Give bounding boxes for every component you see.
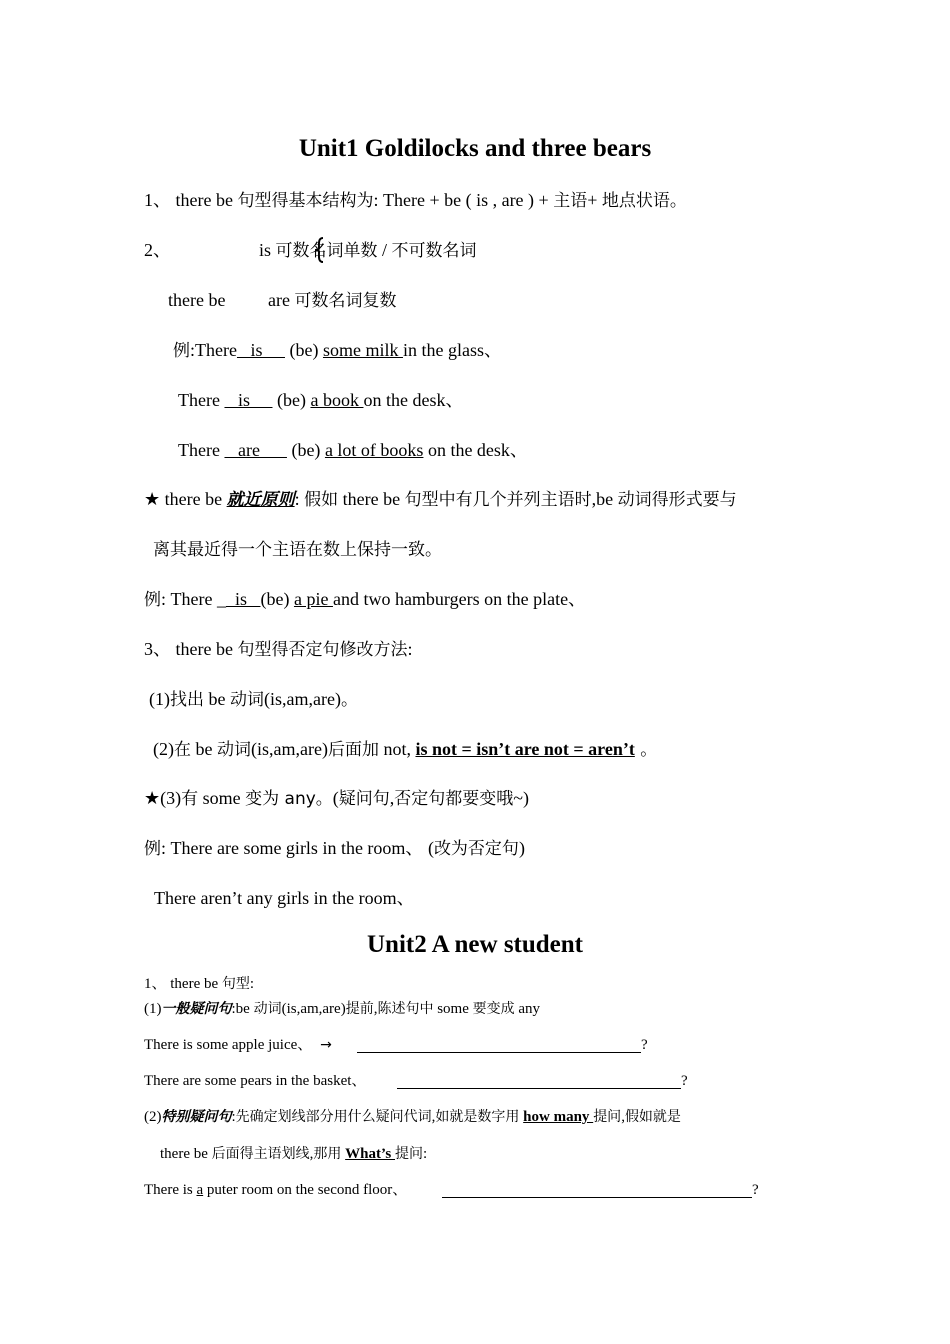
question-mark: ? [681, 1073, 688, 1089]
text: 假如 [304, 490, 339, 510]
text: (be) [284, 340, 323, 360]
answer-line[interactable] [357, 1036, 641, 1053]
text: 句型得基本结构为 [237, 191, 374, 211]
text: (1) [144, 1001, 162, 1017]
unit1-title: Unit1 Goldilocks and three bears [298, 135, 652, 162]
brace-icon [313, 236, 327, 264]
example-book [178, 389, 463, 411]
text: : There _ [161, 589, 226, 609]
text: ( [332, 788, 339, 808]
text: ) [518, 838, 525, 858]
text: 可数名词单数 [275, 241, 378, 261]
text: (2) [144, 1109, 162, 1125]
text: 离其最近得一个主语在数上保持一致。 [153, 540, 442, 560]
text: , [389, 788, 395, 808]
answer-blank: is [224, 390, 273, 410]
text: 疑问句 [338, 789, 390, 809]
exercise-juice [144, 1035, 336, 1055]
text: 可数名词复数 [294, 291, 397, 311]
text: is [259, 240, 276, 260]
example-pie [144, 588, 586, 611]
text: + [587, 190, 602, 210]
text: ,be [591, 489, 618, 509]
text: not, [378, 739, 416, 759]
text: There [178, 390, 225, 410]
text: : [294, 489, 305, 509]
underlined-text: a pie [293, 589, 333, 609]
text: 否定句都要变哦 [394, 789, 514, 809]
text: 句型中有几个并列主语时 [404, 490, 592, 510]
there-be-label: there be [168, 290, 226, 310]
underlined-text: a lot of books [324, 440, 424, 460]
unit2-title: Unit2 A new student [366, 931, 583, 958]
step1-line [149, 688, 358, 711]
text: 提问 [395, 1146, 424, 1162]
text: 。 [340, 690, 358, 710]
text: be [204, 689, 230, 709]
underlined-text: a book [310, 390, 364, 410]
proximity-rule-cont [153, 538, 442, 561]
underlined-text: some milk [322, 340, 403, 360]
text: 句型 [221, 976, 250, 992]
text: 变为 [245, 789, 280, 809]
text: and two hamburgers on the plate、 [332, 589, 587, 609]
text: (2) [153, 739, 174, 759]
text: 在 [174, 740, 191, 760]
text: , [373, 1001, 378, 1017]
text: (is,am,are) [281, 1001, 346, 1017]
text: 不可数名词 [391, 241, 477, 261]
text: 3、 [144, 639, 171, 659]
text: 后面得主语划线 [211, 1146, 310, 1162]
special-question-rule-cont [160, 1144, 427, 1164]
text: , [309, 1146, 314, 1162]
text: :There [190, 340, 237, 360]
text: any [279, 789, 316, 809]
text: 例 [144, 839, 161, 859]
text: 动词得形式要与 [617, 490, 737, 510]
text: ★(3) [144, 788, 182, 808]
text: : There are some girls in the room、 [161, 838, 428, 858]
underlined-text: a [196, 1182, 204, 1198]
text: ★ there be [144, 489, 227, 509]
text: 提前 [345, 1001, 374, 1017]
text: : [407, 639, 413, 659]
text: 动词 [217, 740, 251, 760]
text: ~) [513, 788, 530, 808]
text: 陈述句中 [377, 1001, 434, 1017]
text: , [431, 1109, 436, 1125]
rule-name: 特别疑问句 [161, 1109, 232, 1125]
text: (is,am,are) [264, 689, 341, 709]
general-question-rule [144, 999, 540, 1019]
text: 1、 [144, 976, 167, 992]
text: , [621, 1109, 625, 1125]
text: There is some apple juice、 [144, 1037, 317, 1053]
text: (be) [260, 589, 294, 609]
rule1-number: 1、 [144, 190, 171, 210]
text: : There + be ( is , are ) + [373, 190, 554, 210]
example-girls-answer: There aren’t any girls in the room、 [154, 888, 415, 908]
text: / [377, 240, 392, 260]
answer-blank: are [224, 440, 287, 460]
text: 如就是数字用 [435, 1109, 520, 1125]
step3-line [144, 787, 529, 810]
text: some [198, 788, 246, 808]
text: ( [427, 838, 434, 858]
text: 动词 [230, 690, 264, 710]
question-mark: ? [752, 1182, 759, 1198]
text: 例 [144, 590, 161, 610]
keyword: What’s [345, 1146, 396, 1162]
text: 地点状语。 [601, 191, 687, 211]
text: 改为否定句 [433, 839, 519, 859]
text: : [423, 1146, 428, 1162]
text: 要变成 [472, 1001, 515, 1017]
contraction-rule: is not = isn’t are not = aren’t [415, 739, 635, 759]
text: (is,am,are) [251, 739, 328, 759]
text: : [249, 976, 255, 992]
rule1-line [144, 189, 687, 212]
text: 例 [173, 341, 190, 361]
text: 有 [181, 789, 199, 809]
text: 找出 [170, 690, 204, 710]
rule-name: 一般疑问句 [161, 1001, 232, 1017]
text: there be [171, 639, 238, 659]
text: : [231, 1109, 236, 1125]
text: some [433, 1001, 473, 1017]
arrow-right-icon: → [320, 1037, 332, 1053]
text: 句型得否定句修改方法 [237, 640, 408, 660]
text: there be [160, 1146, 212, 1162]
answer-line[interactable] [442, 1181, 752, 1198]
text: 。 [315, 789, 333, 809]
example-milk [173, 339, 502, 362]
text: :be [231, 1001, 254, 1017]
text: 假如就是 [624, 1109, 681, 1125]
text: 动词 [253, 1001, 282, 1017]
text: 提问 [593, 1109, 622, 1125]
text: on the desk、 [363, 390, 464, 410]
text: puter room on the second floor、 [203, 1182, 408, 1198]
rule-name: 就近原则 [226, 490, 295, 510]
step2-line [153, 738, 657, 761]
special-question-rule [144, 1107, 681, 1127]
unit2-item1 [144, 974, 254, 994]
exercise-pears: There are some pears in the basket、 [144, 1073, 367, 1089]
text: there be [166, 976, 222, 992]
text: be [191, 739, 217, 759]
answer-line[interactable] [397, 1072, 681, 1089]
text: There is [144, 1182, 197, 1198]
rule2-number: 2、 [144, 240, 171, 260]
text: on the desk、 [423, 440, 528, 460]
question-mark: ? [641, 1037, 648, 1053]
text: 先确定划线部分用什么疑问代词 [235, 1109, 432, 1125]
keyword: how many [523, 1109, 594, 1125]
proximity-rule [144, 488, 737, 511]
text: 主语 [553, 191, 588, 211]
example-girls [144, 837, 525, 860]
example-books [178, 439, 528, 461]
text: 后面加 [327, 740, 379, 760]
text: There [178, 440, 225, 460]
rule2-are-line [268, 289, 396, 312]
text: 那用 [313, 1146, 342, 1162]
text: (be) [272, 390, 311, 410]
text: there be [171, 190, 238, 210]
text: (be) [286, 440, 325, 460]
rule3-line [144, 638, 412, 661]
text: in the glass、 [402, 340, 502, 360]
exercise-computer-room [144, 1180, 407, 1200]
answer-blank: is [225, 589, 261, 609]
text: 。 [634, 740, 658, 760]
rule2-is-line [259, 239, 477, 262]
text: are [268, 290, 295, 310]
text: (1) [149, 689, 170, 709]
text: there be [338, 489, 405, 509]
answer-blank: is [236, 340, 285, 360]
text: any [514, 1001, 541, 1017]
